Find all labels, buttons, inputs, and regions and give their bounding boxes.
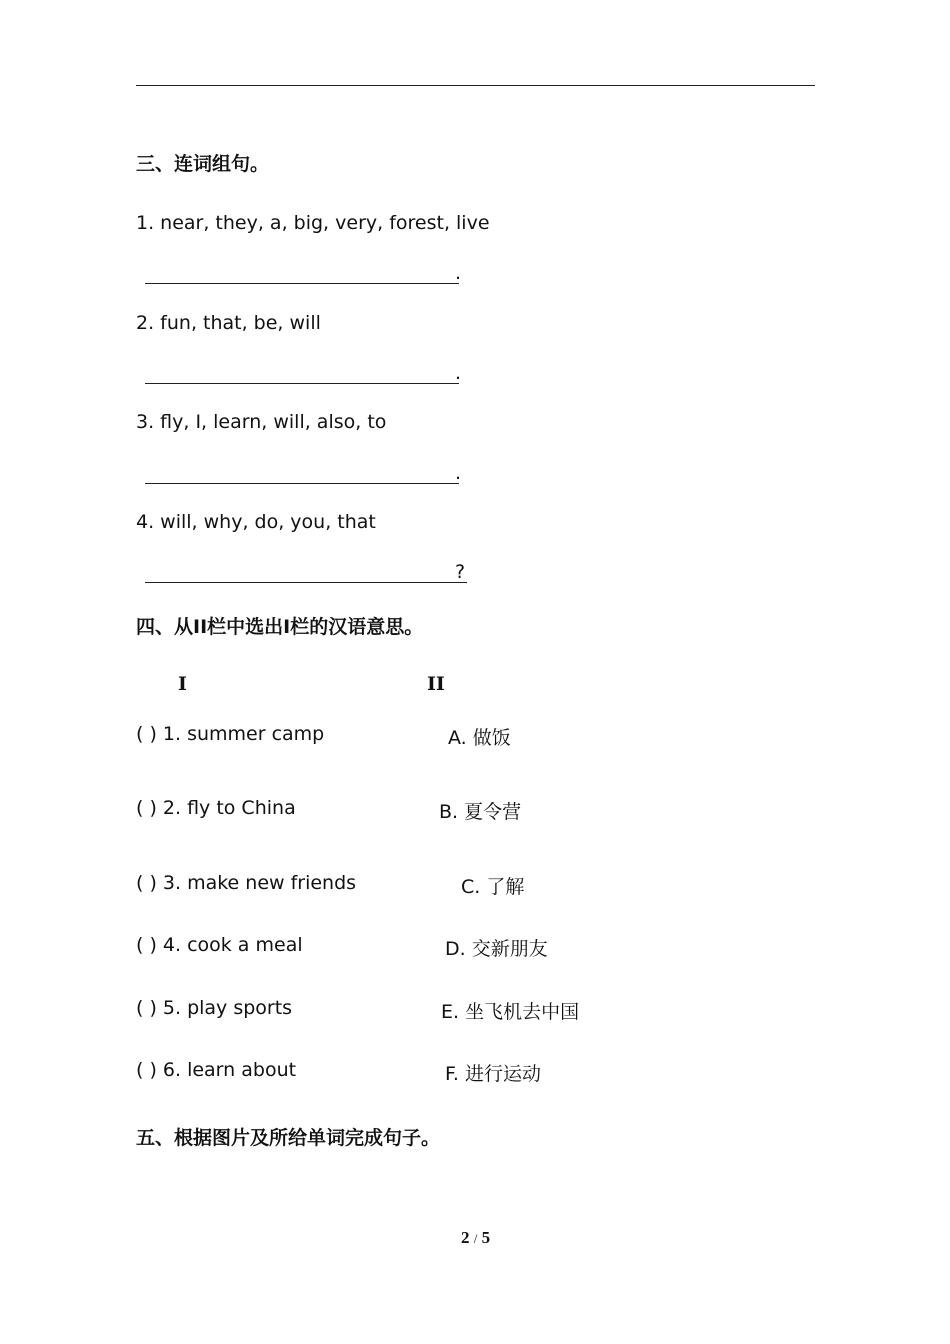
match-option-b: B. 夏令营 xyxy=(439,801,522,823)
match-item-3: ( ) 3. make new friends xyxy=(136,872,357,894)
match-item-1: ( ) 1. summer camp xyxy=(136,723,325,745)
match-option-a: A. 做饭 xyxy=(448,727,511,749)
answer-2-end-mark: . xyxy=(455,362,462,384)
match-option-e: E. 坐飞机去中国 xyxy=(441,1001,580,1023)
page-number xyxy=(461,1228,490,1248)
section-5-heading: 五、根据图片及所给单词完成句子。 xyxy=(136,1127,441,1149)
match-item-2: ( ) 2. fly to China xyxy=(136,797,296,819)
question-4-words: 4. will, why, do, you, that xyxy=(136,511,376,533)
match-option-d: D. 交新朋友 xyxy=(445,938,548,960)
match-item-5: ( ) 5. play sports xyxy=(136,997,293,1019)
answer-line-2[interactable] xyxy=(145,383,459,384)
current-page: 2 xyxy=(461,1228,470,1247)
column-1-label: I xyxy=(178,673,187,695)
match-item-4: ( ) 4. cook a meal xyxy=(136,934,303,956)
header-rule xyxy=(136,85,815,86)
match-option-c: C. 了解 xyxy=(461,876,525,898)
question-3-words: 3. fly, I, learn, will, also, to xyxy=(136,411,387,433)
answer-line-1[interactable] xyxy=(145,283,459,284)
answer-4-end-mark: ? xyxy=(455,561,466,583)
answer-1-end-mark: . xyxy=(455,262,462,284)
answer-3-end-mark: . xyxy=(455,462,462,484)
column-2-label: II xyxy=(427,673,445,695)
page-separator: / xyxy=(473,1231,478,1246)
answer-line-3[interactable] xyxy=(145,483,459,484)
section-3-heading: 三、连词组句。 xyxy=(136,153,270,175)
question-1-words: 1. near, they, a, big, very, forest, live xyxy=(136,212,490,234)
match-item-6: ( ) 6. learn about xyxy=(136,1059,297,1081)
match-option-f: F. 进行运动 xyxy=(445,1063,541,1085)
question-2-words: 2. fun, that, be, will xyxy=(136,312,321,334)
total-pages: 5 xyxy=(481,1228,491,1247)
answer-line-4[interactable] xyxy=(145,582,467,583)
section-4-heading: 四、从II栏中选出I栏的汉语意思。 xyxy=(136,616,424,638)
